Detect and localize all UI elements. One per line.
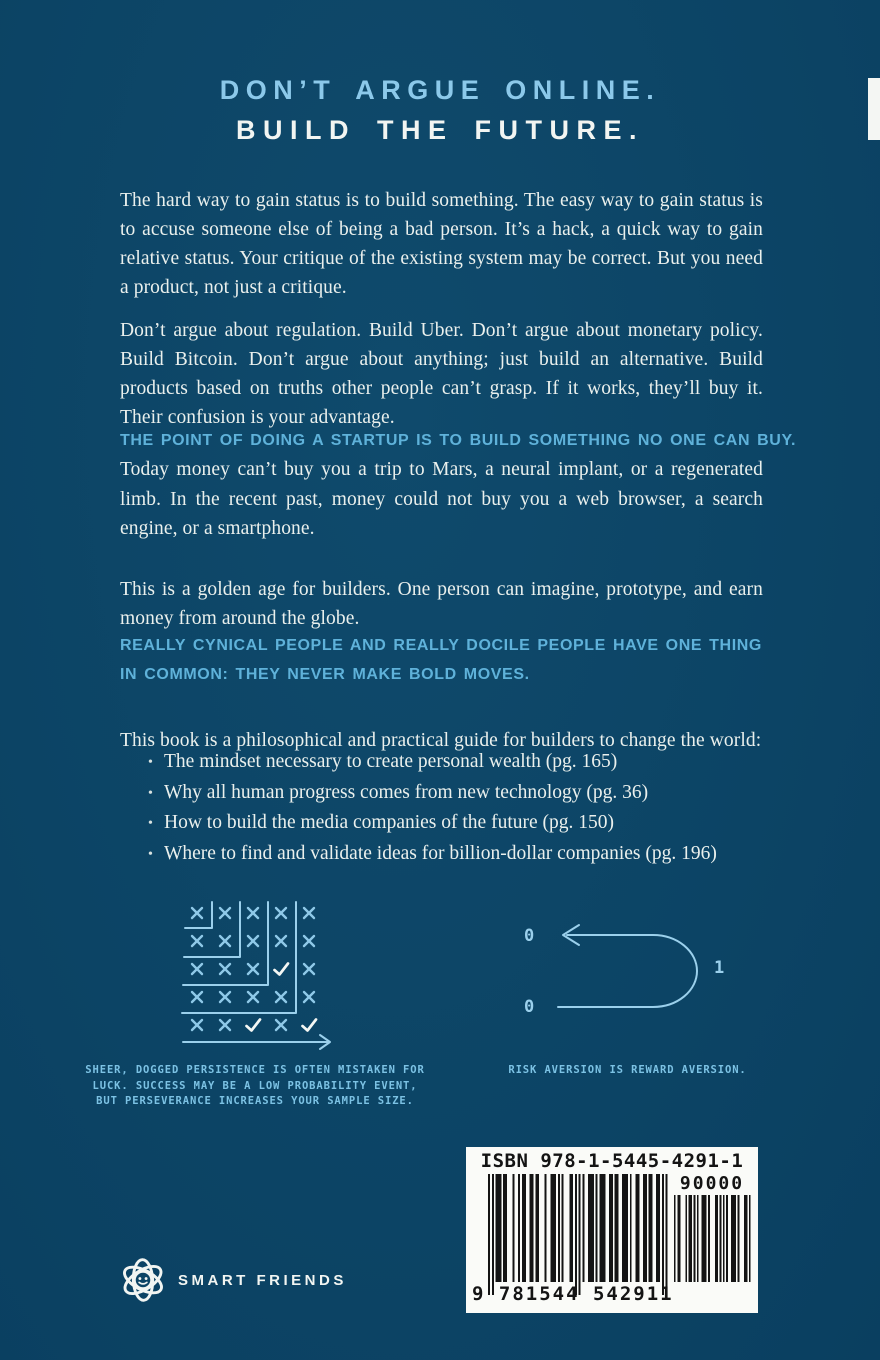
title-line-2: BUILD THE FUTURE.	[236, 115, 644, 145]
cover-title	[0, 70, 880, 150]
paragraph-status: The hard way to gain status is to build something. The easy way to gain status is to accuse someone else of being a bad person. It’s a hack, a quick way to gain relative status. Your critique of the existing system may be correct. But you need a product, not just a critique.	[120, 189, 763, 299]
risk-label-one: 1	[714, 958, 725, 978]
paragraph-startup-rest: Today money can’t buy you a trip to Mars, a neural implant, or a regenerated limb. In the recent past, money could not buy you a web browser, a search engine, or a smartphone.	[120, 459, 763, 539]
risk-label-zero-top: 0	[524, 926, 535, 946]
paragraph-startup	[120, 426, 796, 543]
caption-line: LUCK. SUCCESS MAY BE A LOW PROBABILITY EVENT,	[92, 1079, 418, 1092]
caption-line: SHEER, DOGGED PERSISTENCE IS OFTEN MISTAKEN FOR	[85, 1064, 425, 1076]
paragraph-book-intro: This book is a philosophical and practical guide for builders to change the world:	[120, 729, 762, 751]
bold-moves-line-1: REALLY CYNICAL PEOPLE AND REALLY DOCILE PEOPLE HAVE ONE THING	[120, 637, 762, 654]
ean-supplement-bars	[674, 1195, 751, 1282]
list-item: • Where to find and validate ideas for billion-dollar companies (pg. 196)	[148, 843, 763, 864]
risk-curve-diagram	[505, 903, 745, 1033]
list-item: • The mindset necessary to create personal wealth (pg. 165)	[148, 751, 763, 772]
title-line-1: DON’T ARGUE ONLINE.	[219, 75, 661, 105]
bold-moves-line-2: IN COMMON: THEY NEVER MAKE BOLD MOVES.	[120, 666, 530, 684]
paragraph-startup-lead: THE POINT OF DOING A STARTUP IS TO BUILD SOMETHING NO ONE CAN BUY.	[120, 432, 796, 449]
isbn-text: ISBN 978-1-5445-4291-1	[480, 1150, 744, 1172]
risk-caption	[495, 1063, 760, 1079]
persistence-caption	[70, 1063, 440, 1110]
risk-label-zero-bottom: 0	[524, 997, 535, 1017]
ean-barcode-bars	[488, 1174, 668, 1295]
barcode-number-text: 9 781544 542911	[472, 1283, 674, 1305]
smart-friends-atom-icon	[114, 1251, 172, 1309]
persistence-grid-diagram	[165, 893, 350, 1055]
paragraph-bold-moves	[120, 631, 763, 690]
paragraph-golden-age: This is a golden age for builders. One person can imagine, prototype, and earn money from around the globe.	[120, 578, 763, 629]
caption-line: RISK AVERSION IS REWARD AVERSION.	[508, 1064, 747, 1076]
topics-list	[148, 751, 763, 873]
paragraph-dont-argue: Don’t argue about regulation. Build Uber. Don’t argue about monetary policy. Build Bitcoin. Don’t argue about anything; just build an alternative. Build products based on truths other people can’t grasp. If it works, they’ll buy it. Their confusion is your advantage.	[120, 319, 763, 429]
caption-line: BUT PERSEVERANCE INCREASES YOUR SAMPLE SIZE.	[96, 1095, 414, 1107]
list-item: • Why all human progress comes from new technology (pg. 36)	[148, 782, 763, 803]
page-edge-tab	[868, 78, 880, 140]
list-item: • How to build the media companies of the future (pg. 150)	[148, 812, 763, 833]
barcode-panel	[466, 1147, 758, 1313]
barcode-supplement-text: 90000	[679, 1173, 745, 1194]
publisher-name: SMART FRIENDS	[178, 1272, 347, 1289]
